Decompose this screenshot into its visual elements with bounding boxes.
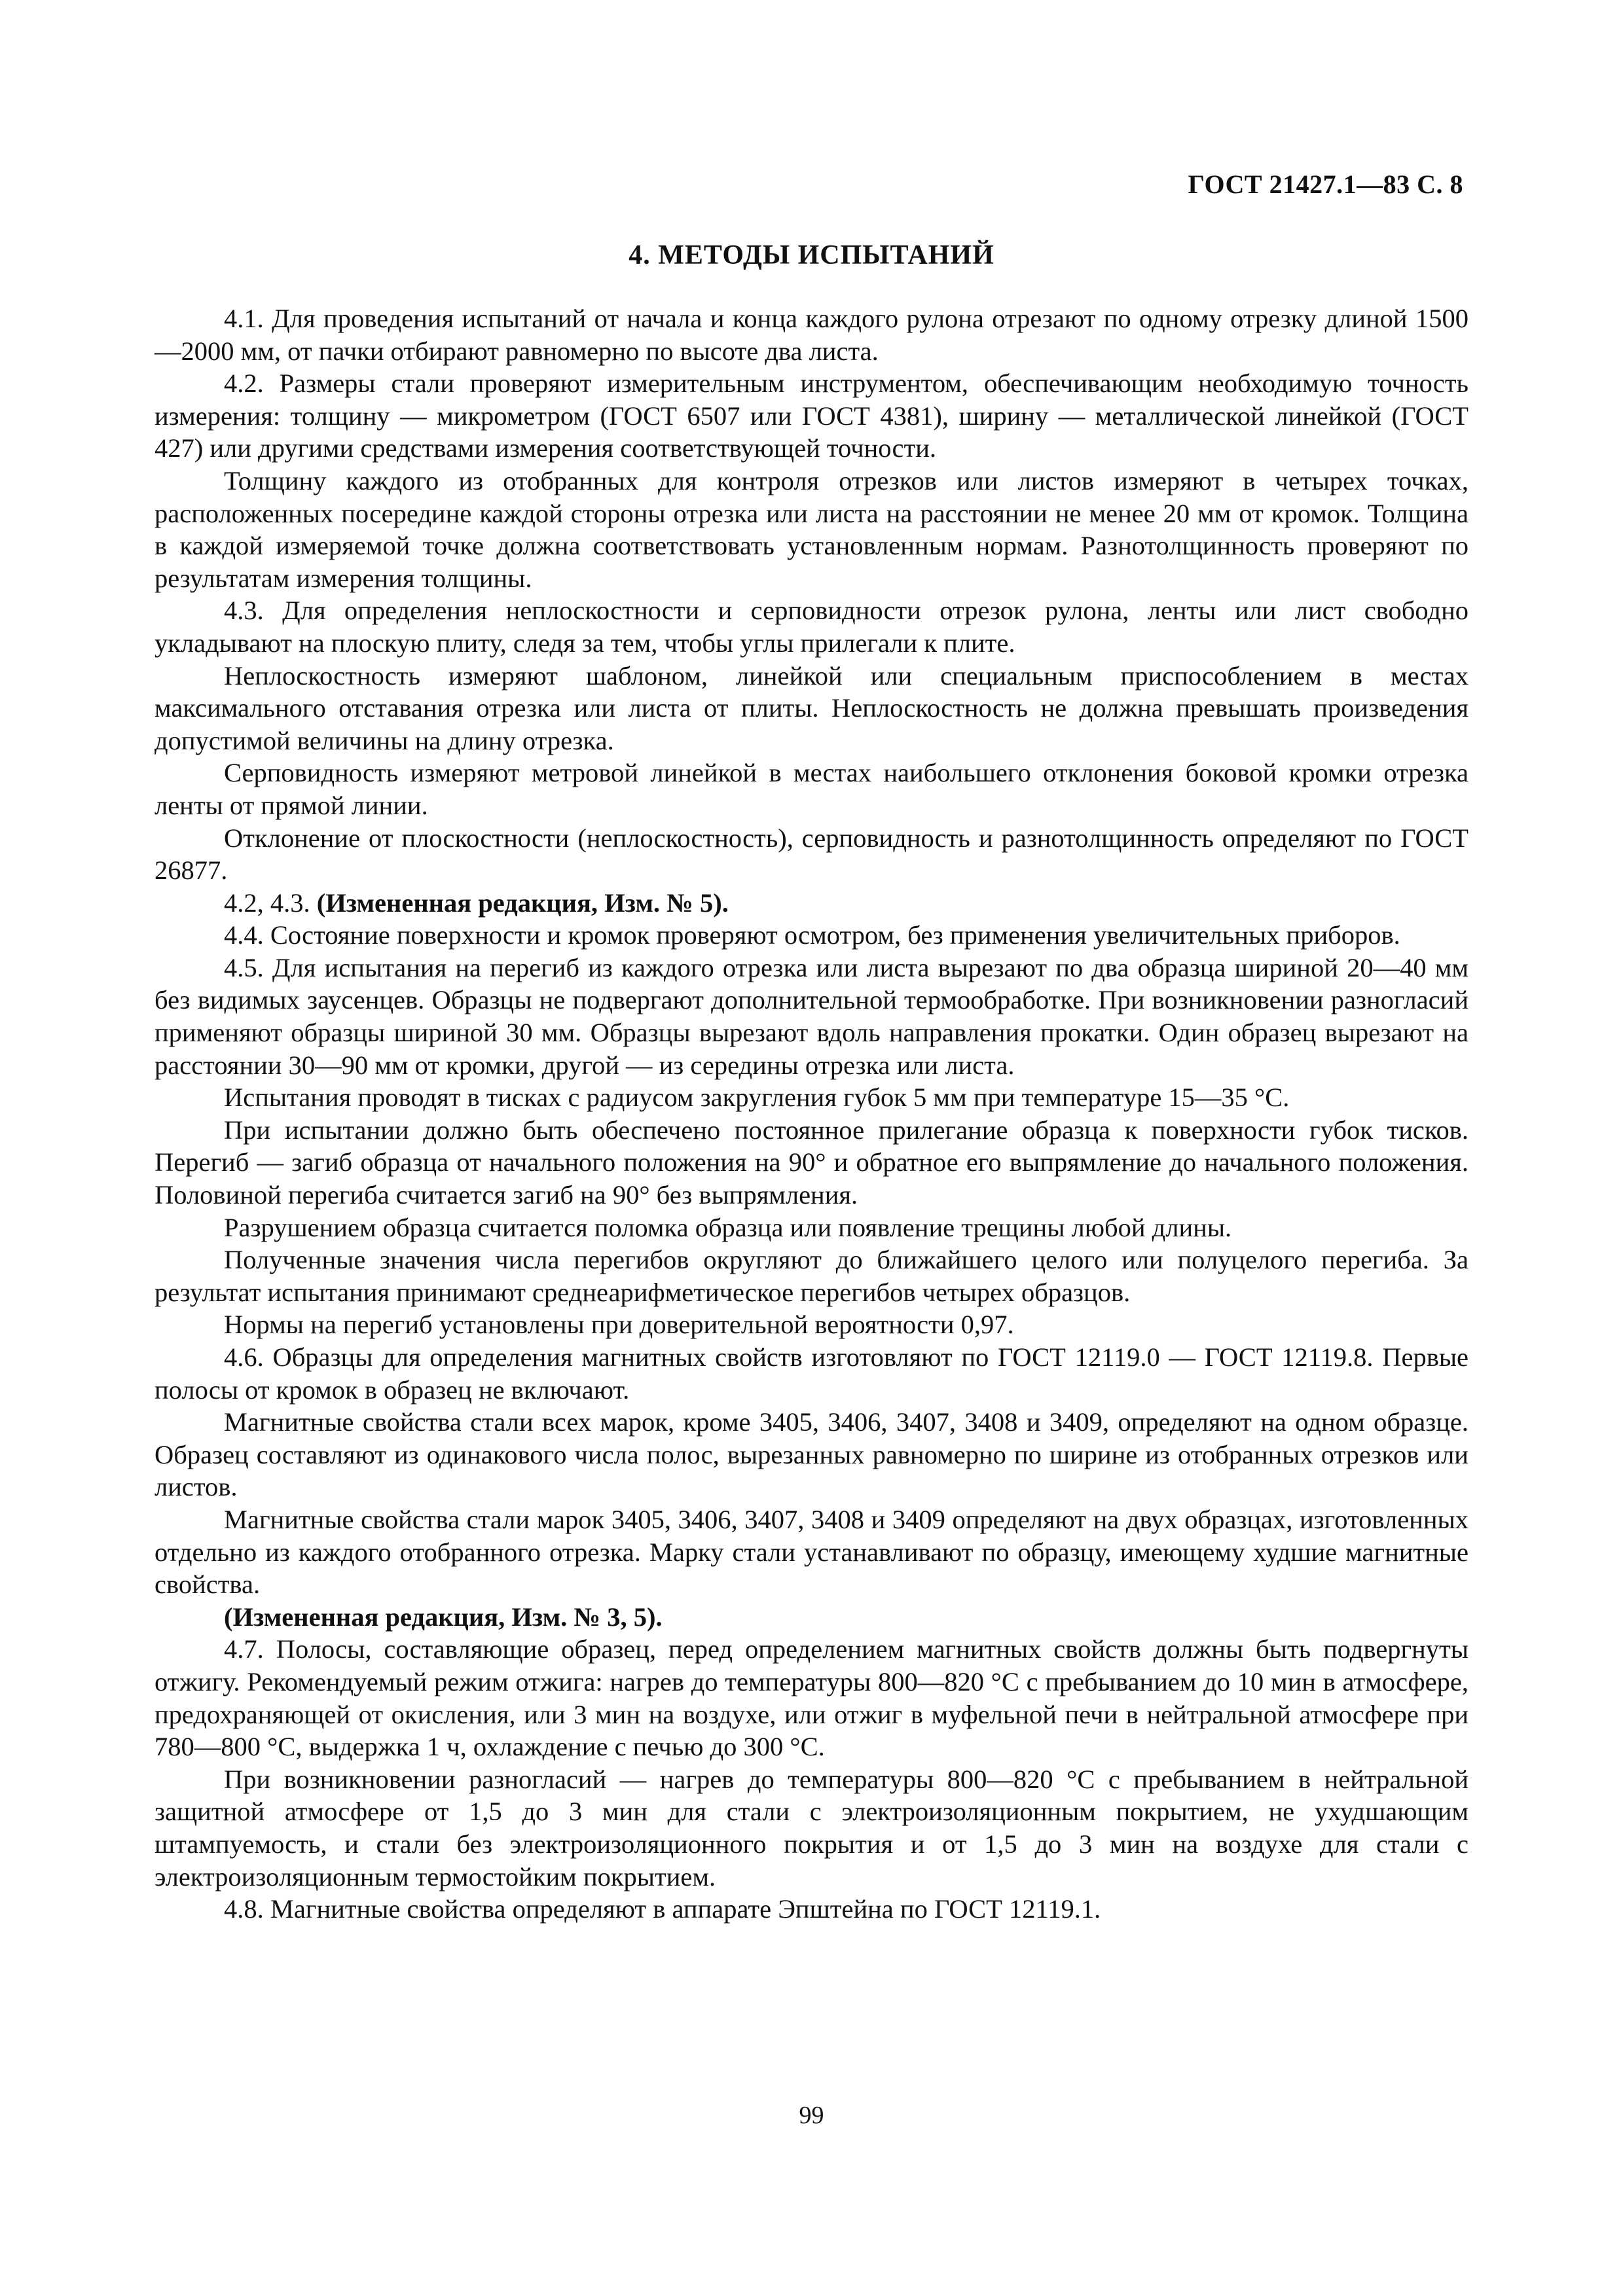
paragraph: Нормы на перегиб установлены при доверительной вероятности 0,97. [224, 1310, 1014, 1340]
amendment-note [155, 887, 1468, 920]
paragraph: Полученные значения числа перегибов округляют до ближайшего целого или полуцелого перегиба. За результат испытания принимают среднеарифметическое перегибов четырех образцов. [155, 1245, 1468, 1307]
section-title: 4. МЕТОДЫ ИСПЫТАНИЙ [629, 240, 994, 270]
page-number: 99 [799, 2102, 824, 2129]
paragraph: Испытания проводят в тисках с радиусом закругления губок 5 мм при температуре 15—35 °С. [224, 1083, 1290, 1113]
amendment-text: (Измененная редакция, Изм. № 5). [316, 888, 729, 918]
paragraph: Магнитные свойства стали всех марок, кроме 3405, 3406, 3407, 3408 и 3409, определяют на одном образце. Образец составляют из одинакового числа полос, вырезанных равномерно по ширине из отобранных отрезков или листов. [155, 1407, 1468, 1502]
paragraph: Разрушением образца считается поломка образца или появление трещины любой длины. [224, 1212, 1232, 1242]
paragraph: Неплоскостность измеряют шаблоном, линейкой или специальным приспособлением в местах максимального отставания отрезка или листа от плиты. Неплоскостность не должна превышать произведения допустимой величины на длину отрезка. [155, 660, 1468, 755]
paragraph: 4.5. Для испытания на перегиб из каждого отрезка или листа вырезают по два образца шириной 20—40 мм без видимых заусенцев. Образцы не подвергают дополнительной термообработке. При возникновении разногласий применяют образцы шириной 30 мм. Образцы вырезают вдоль направления прокатки. Один образец вырезают на расстоянии 30—90 мм от кромки, другой — из середины отрезка или листа. [155, 952, 1468, 1080]
paragraph: 4.7. Полосы, составляющие образец, перед определением магнитных свойств должны быть подвергнуты отжигу. Рекомендуемый режим отжига: нагрев до температуры 800—820 °С с пребыванием до 10 мин в атмосфере, предохраняющей от окисления, или 3 мин на воздухе, или отжиг в муфельной печи в нейтральной атмосфере при 780—800 °С, выдержка 1 ч, охлаждение с печью до 300 °С. [155, 1634, 1468, 1762]
paragraph: 4.8. Магнитные свойства определяют в аппарате Эпштейна по ГОСТ 12119.1. [224, 1894, 1101, 1924]
document-header: ГОСТ 21427.1—83 С. 8 [1188, 170, 1463, 199]
paragraph: При испытании должно быть обеспечено постоянное прилегание образца к поверхности губок тисков. Перегиб — загиб образца от начального положения на 90° и обратное его выпрямление до начального положения. Половиной перегиба считается загиб на 90° без выпрямления. [155, 1115, 1468, 1210]
paragraph: Серповидность измеряют метровой линейкой в местах наибольшего отклонения боковой кромки отрезка ленты от прямой линии. [155, 758, 1468, 820]
amendment-note: (Измененная редакция, Изм. № 3, 5). [224, 1602, 663, 1632]
paragraph: Отклонение от плоскостности (неплоскостность), серповидность и разнотолщинность определяют по ГОСТ 26877. [155, 823, 1468, 886]
paragraph: При возникновении разногласий — нагрев до температуры 800—820 °С с пребыванием в нейтральной защитной атмосфере от 1,5 до 3 мин для стали с электроизоляционным покрытием, не ухудшающим штампуемость, и стали без электроизоляционного покрытия и от 1,5 до 3 мин на воздухе для стали с электроизоляционным термостойким покрытием. [155, 1764, 1468, 1892]
paragraph: 4.4. Состояние поверхности и кромок проверяют осмотром, без применения увеличительных приборов. [224, 920, 1400, 950]
paragraph: Толщину каждого из отобранных для контроля отрезков или листов измеряют в четырех точках, расположенных посередине каждой стороны отрезка или листа на расстоянии не менее 20 мм от кромок. Толщина в каждой измеряемой точке должна соответствовать установленным нормам. Разнотолщинность проверяют по результатам измерения толщины. [155, 465, 1468, 593]
paragraph: 4.6. Образцы для определения магнитных свойств изготовляют по ГОСТ 12119.0 — ГОСТ 12119.8. Первые полосы от кромок в образец не включают. [155, 1342, 1468, 1405]
amendment-prefix: 4.2, 4.3. [224, 888, 317, 918]
paragraph: Магнитные свойства стали марок 3405, 3406, 3407, 3408 и 3409 определяют на двух образцах, изготовленных отдельно из каждого отобранного отрезка. Марку стали устанавливают по образцу, имеющему худшие магнитные свойства. [155, 1504, 1468, 1600]
paragraph: 4.3. Для определения неплоскостности и серповидности отрезок рулона, ленты или лист свободно укладывают на плоскую плиту, следя за тем, чтобы углы прилегали к плите. [155, 596, 1468, 658]
paragraph: 4.2. Размеры стали проверяют измерительным инструментом, обеспечивающим необходимую точность измерения: толщину — микрометром (ГОСТ 6507 или ГОСТ 4381), ширину — металлической линейкой (ГОСТ 427) или другими средствами измерения соответствующей точности. [155, 368, 1468, 463]
paragraph: 4.1. Для проведения испытаний от начала и конца каждого рулона отрезают по одному отрезку длиной 1500—2000 мм, от пачки отбирают равномерно по высоте два листа. [155, 304, 1468, 366]
document-body [155, 302, 1468, 1926]
